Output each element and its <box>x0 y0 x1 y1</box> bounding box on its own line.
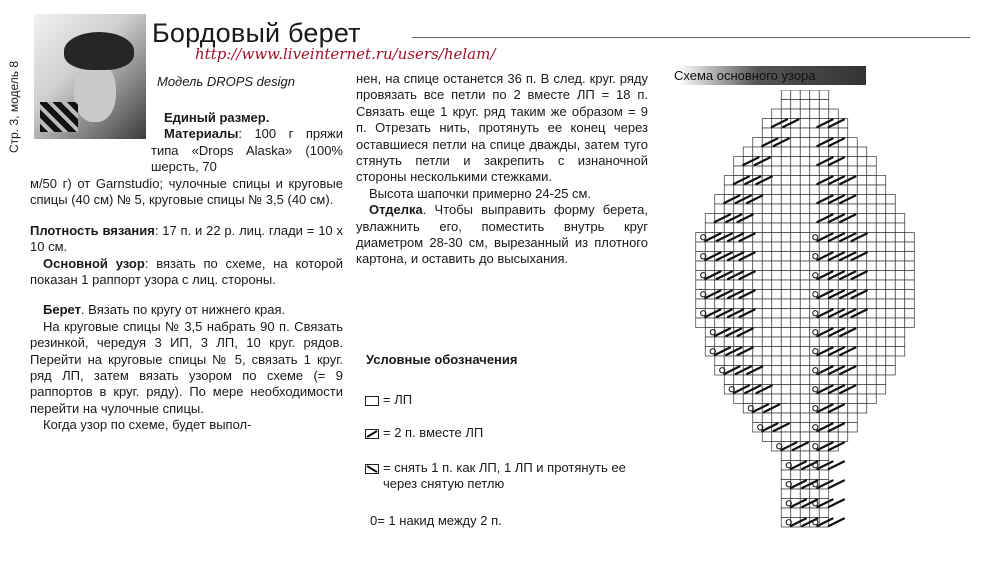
model-photo <box>34 14 146 139</box>
materials-text: : 100 г пряжи типа «Drops Alaska» (100% шерсть, 70 <box>151 126 343 175</box>
chart-title: Схема основного узора <box>674 68 816 83</box>
beret-label: Берет <box>43 302 81 318</box>
chart-title-bar <box>668 66 866 85</box>
source-url: http://www.liveinternet.ru/users/helam/ <box>195 45 496 63</box>
page-title: Бордовый берет <box>152 18 361 48</box>
finish-text: . Чтобы выправить форму берета, увлажнить его, поместить внутрь круг диаметром 28-30 см, вырезанный из плотного картона, и оставить до высыхания. <box>356 202 648 267</box>
instructions-column-2 <box>356 71 648 268</box>
legend-item-knit: = ЛП <box>365 392 655 408</box>
size-label: Единый размер. <box>164 110 270 125</box>
pattern-text: : вязать по схеме, на которой показан 1 раппорт узора с лиц. стороны. <box>30 255 343 288</box>
beret-instructions-2: Когда узор по схеме, будет выпол- <box>43 417 252 433</box>
pattern-label: Основной узор <box>43 255 145 271</box>
knit-symbol-icon <box>365 396 379 406</box>
legend-item-k2tog: = 2 п. вместе ЛП <box>365 425 655 441</box>
legend-title: Условные обозначения <box>366 352 518 367</box>
page-side-label: Стр. 3, модель 8 <box>7 60 21 154</box>
knitting-chart <box>690 90 920 540</box>
model-credit: Модель DROPS design <box>157 74 295 89</box>
title-rule <box>412 37 970 38</box>
density-text: : 17 п. и 22 р. лиц. глади = 10 х 10 см. <box>30 222 343 255</box>
instructions-column-1 <box>30 176 343 434</box>
k2tog-symbol-icon <box>365 429 379 439</box>
finish-label: Отделка <box>369 202 423 218</box>
materials-text-cont: м/50 г) от Garnstudio; чулочные спицы и круговые спицы (40 см) № 5, круговые спицы № 3,5 (40 см). <box>30 176 343 208</box>
legend-item-yo: 0= 1 накид между 2 п. <box>370 513 502 528</box>
height-note: Высота шапочки примерно 24-25 см. <box>369 185 592 201</box>
materials-block <box>151 110 343 176</box>
density-label: Плотность вязания <box>30 222 155 238</box>
beret-text: . Вязать по кругу от нижнего края. <box>80 302 286 318</box>
legend-item-skpo: = снять 1 п. как ЛП, 1 ЛП и протянуть ее через снятую петлю <box>365 460 655 492</box>
crown-instructions: нен, на спице останется 36 п. В след. круг. ряду провязать все петли по 2 вместе ЛП = 18 п. Связать еще 1 круг. ряд таким же образом = 9 п. Отрезать нить, протянуть ее конец через оставшиеся петли на спице дважды, затем туго стянуть петли и закрепить с изнаночной стороны несколькими стежками. <box>356 71 648 185</box>
beret-instructions: На круговые спицы № 3,5 набрать 90 п. Связать резинкой, чередуя 3 ИП, 3 ЛП, 10 круг. рядов. Перейти на круговые спицы № 5, связать 1 круг. ряд ЛП, затем вязать узором по схеме (= 9 раппортов в круг. ряду). По мере необходимости перейти на чулочные спицы. <box>30 318 343 416</box>
skpo-symbol-icon <box>365 464 379 474</box>
materials-label: Материалы <box>164 126 239 142</box>
